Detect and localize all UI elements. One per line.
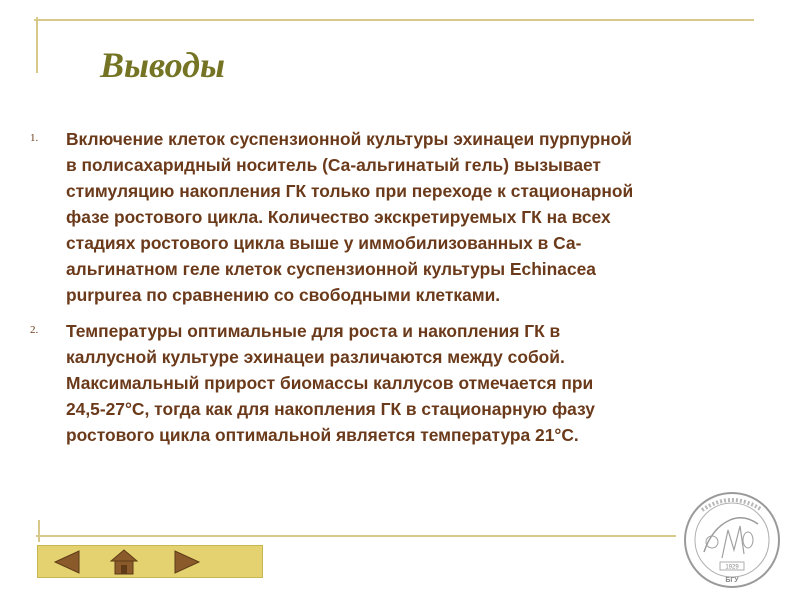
prev-slide-button[interactable] <box>42 546 92 577</box>
slide-title: Выводы <box>100 45 225 85</box>
frame-line-bottom <box>36 535 676 537</box>
frame-line-left <box>36 17 38 73</box>
frame-line-top <box>34 19 754 21</box>
list-item <box>30 318 760 448</box>
frame-line-bottom-left <box>38 520 40 542</box>
next-slide-button[interactable] <box>162 546 212 577</box>
item-number: 2. <box>30 324 39 336</box>
list-item <box>30 126 760 308</box>
item-text: Температуры оптимальные для роста и накопления ГК в каллусной культуре эхинацеи различаются между собой. Максимальный прирост биомассы каллусов отмечается при 24,5-27°С, тогда как для накопления ГК в стационарную фазу ростового цикла оптимальной является температура 21°С. <box>66 321 595 445</box>
home-button[interactable] <box>100 546 148 577</box>
triangle-left-icon <box>53 550 81 574</box>
item-text: Включение клеток суспензионной культуры эхинацеи пурпурной в полисахаридный носитель (Са-альгинатый гель) вызывает стимуляцию накопления ГК только при переходе к стационарной фазе ростового цикла. Количество экскретируемых ГК на всех стадиях ростового цикла выше у иммобилизованных в Са- альгинатном геле клеток суспензионной культуры Echinacea purpurea по сравнению со свободными клетками. <box>66 129 634 305</box>
university-seal-icon <box>682 490 782 590</box>
navigation-bar <box>37 545 263 578</box>
conclusions-list <box>30 126 760 458</box>
triangle-right-icon <box>173 550 201 574</box>
university-logo <box>682 490 782 590</box>
logo-year: 1929 <box>725 564 739 571</box>
home-icon <box>110 549 138 575</box>
item-number: 1. <box>30 132 39 144</box>
logo-abbr: БГУ <box>725 577 739 584</box>
